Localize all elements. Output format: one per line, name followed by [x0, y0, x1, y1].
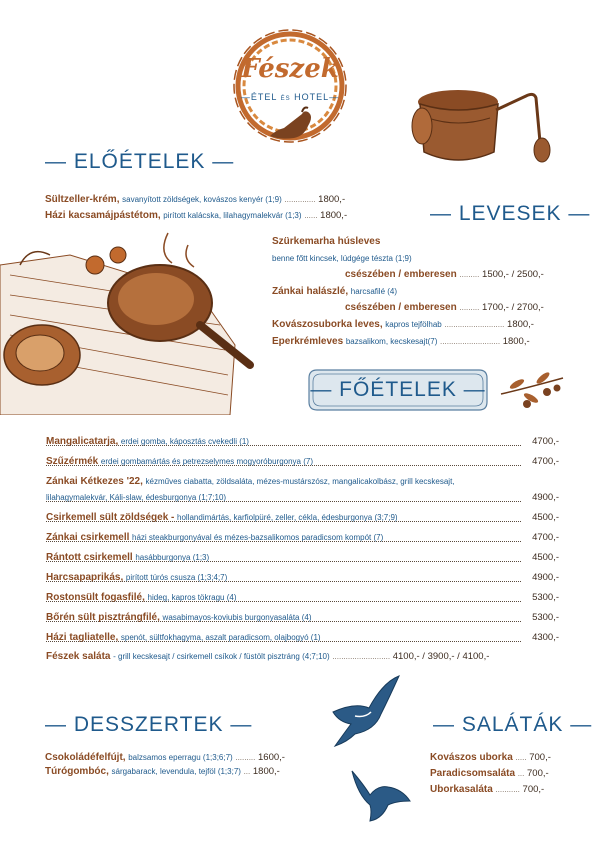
dish-desc: pirított túrós csusza (1;3;4;7)	[125, 573, 228, 582]
brand-logo	[228, 28, 352, 152]
menu-item-dessert: Túrógombóc, sárgabarack, levendula, tejföl (1;3;7) ... 1800,-	[45, 766, 280, 777]
menu-item-main-dish	[46, 492, 559, 505]
menu-item-main-dish	[46, 436, 559, 449]
dish-desc: wasabimayos-koviubis burgonyasaláta (4)	[162, 613, 312, 622]
dish-price: 4500,-	[532, 512, 559, 523]
brand-name: Fészek	[241, 54, 339, 84]
menu-item-main-dish	[46, 512, 559, 525]
menu-item-salad: Paradicsomsaláta ... 700,-	[430, 768, 549, 779]
dish-name: Rántott csirkemell	[46, 552, 133, 563]
dot-leader	[46, 541, 521, 542]
dot-leader	[46, 561, 521, 562]
dish-name: Szűzérmék	[46, 456, 99, 467]
olive-branch-illustration	[497, 368, 567, 412]
nest-logo-icon	[228, 28, 352, 152]
dish-price: 4700,-	[532, 532, 559, 543]
dish-name: Zánkai Kétkezes '22,	[46, 476, 143, 487]
menu-item-main-dish	[46, 612, 559, 625]
cutting-board-food-icon	[0, 225, 262, 415]
dish-name: Bőrén sült pisztrángfilé,	[46, 612, 160, 623]
section-title-levesek: — LEVESEK —	[430, 202, 591, 225]
swallow-illustration	[325, 672, 405, 752]
dish-price: 4300,-	[532, 632, 559, 643]
dot-leader	[46, 601, 521, 602]
dish-price: 4500,-	[532, 552, 559, 563]
dish-desc: lilahagymalekvár, Káli-slaw, édesburgonya (1;7;10)	[46, 493, 227, 502]
section-title-foetelek: — FŐÉTELEK —	[310, 378, 486, 401]
menu-item-feszek-salata: Fészek saláta - grill kecskesajt / csirkemell csíkok / füstölt pisztráng (4;7;10) .......................... 4100,- / 3900,- / 4100,-	[46, 651, 559, 664]
dot-leader	[46, 501, 521, 502]
dish-name: Mangalicatarja,	[46, 436, 119, 447]
dish-price: 4900,-	[532, 492, 559, 503]
dish-price: 4700,-	[532, 436, 559, 447]
dish-desc: hollandimártás, karfiolpüré, zeller, cékla, édesburgonya (3;7;9)	[177, 513, 398, 522]
dish-desc: hideg, kapros tökragu (4)	[147, 593, 237, 602]
dot-leader	[46, 521, 521, 522]
soup-price-row: csészében / emberesen ......... 1700,- / 2700,-	[345, 302, 544, 313]
menu-item-main-dish	[46, 592, 559, 605]
soup-price-row: csészében / emberesen ......... 1500,- / 2500,-	[345, 269, 544, 280]
section-title-desszertek: — DESSZERTEK —	[45, 713, 253, 736]
dish-price: 5300,-	[532, 592, 559, 603]
dot-leader	[46, 641, 521, 642]
soup-row: Kovászosuborka leves, kapros tejfölhab ........................... 1800,-	[272, 319, 534, 330]
swallow-illustration	[348, 765, 414, 825]
swallow-bird-icon	[348, 765, 414, 825]
dish-desc: spenót, sültfokhagyma, aszalt paradicsom, olajbogyó (1)	[120, 633, 321, 642]
dish-price: 5300,-	[532, 612, 559, 623]
dot-leader	[46, 465, 521, 466]
menu-item-main-dish	[46, 456, 559, 469]
olive-branch-icon	[497, 368, 567, 412]
menu-item-salad: Kovászos uborka ..... 700,-	[430, 752, 551, 763]
dish-name: Rostonsült fogasfilé,	[46, 592, 145, 603]
dot-leader	[46, 621, 521, 622]
menu-item-dessert: Csokoládéfelfújt, balzsamos eperragu (1;3;6;7) ......... 1600,-	[45, 752, 285, 763]
foetelek-banner	[305, 366, 491, 414]
brand-subtitle: —ÉTEL ÉS HOTEL—	[240, 92, 340, 102]
section-title-salatak: — SALÁTÁK —	[433, 713, 593, 736]
pot-illustration	[410, 82, 560, 172]
section-title-eloetelek: — ELŐÉTELEK —	[45, 150, 235, 173]
dish-price: 4700,-	[532, 456, 559, 467]
food-illustration	[0, 225, 262, 415]
soup-name: Zánkai halászlé, harcsafilé (4)	[272, 286, 398, 297]
cooking-pot-icon	[410, 82, 560, 172]
menu-item-main-dish	[46, 632, 559, 645]
menu-item-main-dish	[46, 476, 559, 489]
dish-name: Zánkai csirkemell	[46, 532, 130, 543]
dot-leader	[46, 581, 521, 582]
menu-item-salad: Uborkasaláta ........... 700,-	[430, 784, 545, 795]
dish-desc: hasábburgonya (1;3)	[135, 553, 210, 562]
menu-item-main-dish	[46, 552, 559, 565]
dish-desc: házi steakburgonyával és mézes-bazsalikomos paradicsom kompót (7)	[132, 533, 384, 542]
dish-desc: erdei gomba, káposztás cvekedli (1)	[120, 437, 249, 446]
menu-item-main-dish	[46, 532, 559, 545]
dish-name: Harcsapaprikás,	[46, 572, 124, 583]
dish-desc: erdei gombamártás és petrezselymes mogyoróburgonya (7)	[100, 457, 313, 466]
dish-price: 4900,-	[532, 572, 559, 583]
dish-desc: kézműves ciabatta, zöldsaláta, mézes-mustárszósz, mangalicakolbász, grill kecskesajt,	[145, 477, 455, 486]
dot-leader	[46, 445, 521, 446]
menu-item-main-dish	[46, 572, 559, 585]
menu-item-eloetel: Sültzeller-krém, savanyított zöldségek, kovászos kenyér (1;9) .............. 1800,-	[45, 194, 346, 205]
soup-name: Szürkemarha húsleves	[272, 236, 381, 247]
dish-name: Házi tagliatelle,	[46, 632, 119, 643]
menu-item-eloetel: Házi kacsamájpástétom, pirított kalácska, lilahagymalekvár (1;3) ...... 1800,-	[45, 210, 348, 221]
dish-name: Csirkemell sült zöldségek -	[46, 512, 175, 523]
soup-desc: benne főtt kincsek, lúdgége tészta (1;9)	[272, 254, 412, 263]
swallow-bird-icon	[325, 672, 405, 752]
soup-row: Eperkrémleves bazsalikom, kecskesajt(7) ........................... 1800,-	[272, 336, 530, 347]
